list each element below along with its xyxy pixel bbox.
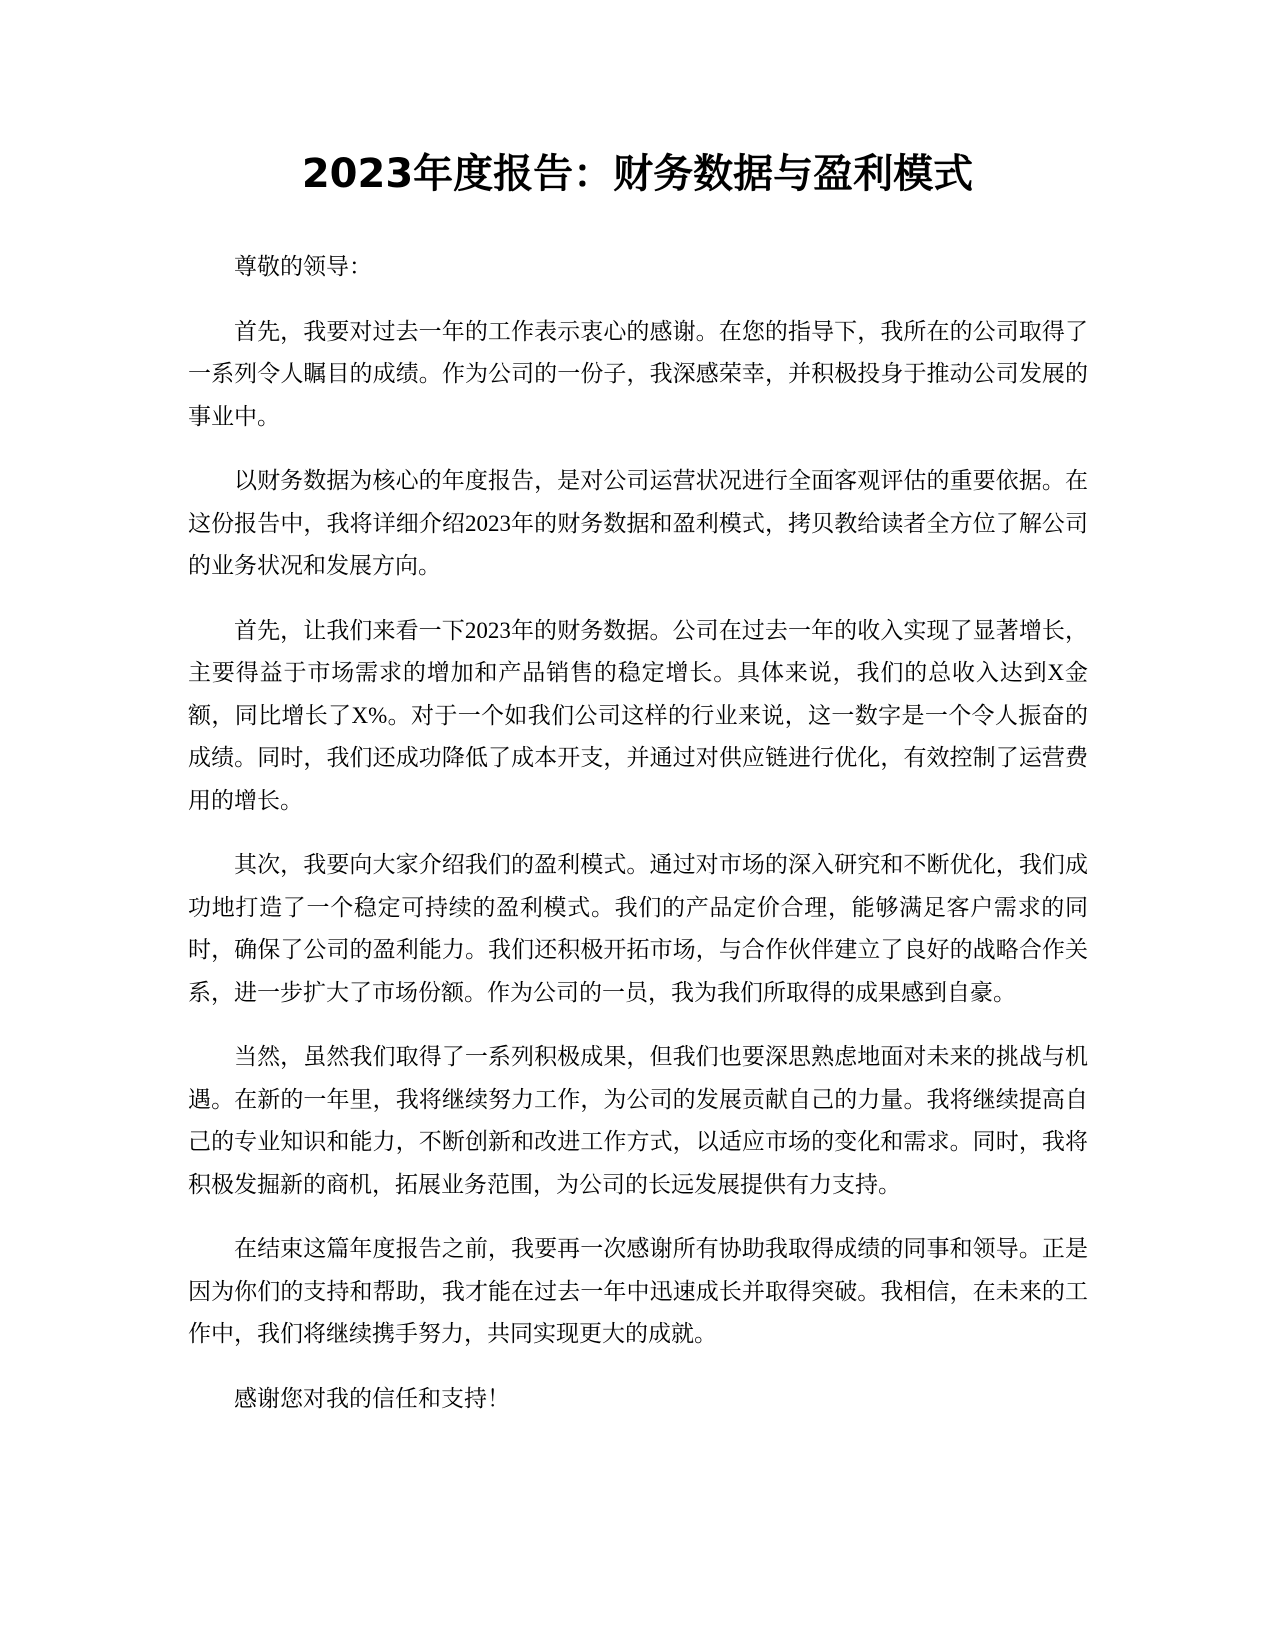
- paragraph-future-outlook: 当然，虽然我们取得了一系列积极成果，但我们也要深思熟虑地面对未来的挑战与机遇。在新的一年里，我将继续努力工作，为公司的发展贡献自己的力量。我将继续提高自己的专业知识和能力，不断创新和改进工作方式，以适应市场的变化和需求。同时，我将积极发掘新的商机，拓展业务范围，为公司的长远发展提供有力支持。: [188, 1044, 1088, 1197]
- salutation: 尊敬的领导：: [234, 254, 372, 279]
- paragraph-thanks: 首先，我要对过去一年的工作表示衷心的感谢。在您的指导下，我所在的公司取得了一系列令人瞩目的成绩。作为公司的一份子，我深感荣幸，并积极投身于推动公司发展的事业中。: [188, 318, 1088, 429]
- document-title: 2023年度报告：财务数据与盈利模式: [301, 151, 974, 197]
- paragraph-closing-thanks: 在结束这篇年度报告之前，我要再一次感谢所有协助我取得成绩的同事和领导。正是因为你们的支持和帮助，我才能在过去一年中迅速成长并取得突破。我相信，在未来的工作中，我们将继续携手努力，共同实现更大的成就。: [188, 1236, 1088, 1346]
- paragraph-financial-data: 首先，让我们来看一下2023年的财务数据。公司在过去一年的收入实现了显著增长，主要得益于市场需求的增加和产品销售的稳定增长。具体来说，我们的总收入达到X金额，同比增长了X%。对于一个如我们公司这样的行业来说，这一数字是一个令人振奋的成绩。同时，我们还成功降低了成本开支，并通过对供应链进行优化，有效控制了运营费用的增长。: [188, 617, 1088, 813]
- document-body: [188, 246, 1088, 1442]
- paragraph-profit-model: 其次，我要向大家介绍我们的盈利模式。通过对市场的深入研究和不断优化，我们成功地打造了一个稳定可持续的盈利模式。我们的产品定价合理，能够满足客户需求的同时，确保了公司的盈利能力。我们还积极开拓市场，与合作伙伴建立了良好的战略合作关系，进一步扩大了市场份额。作为公司的一员，我为我们所取得的成果感到自豪。: [188, 852, 1088, 1005]
- paragraph-sign-off: 感谢您对我的信任和支持！: [234, 1385, 510, 1411]
- paragraph-report-intro: 以财务数据为核心的年度报告，是对公司运营状况进行全面客观评估的重要依据。在这份报告中，我将详细介绍2023年的财务数据和盈利模式，拷贝教给读者全方位了解公司的业务状况和发展方向。: [188, 468, 1088, 578]
